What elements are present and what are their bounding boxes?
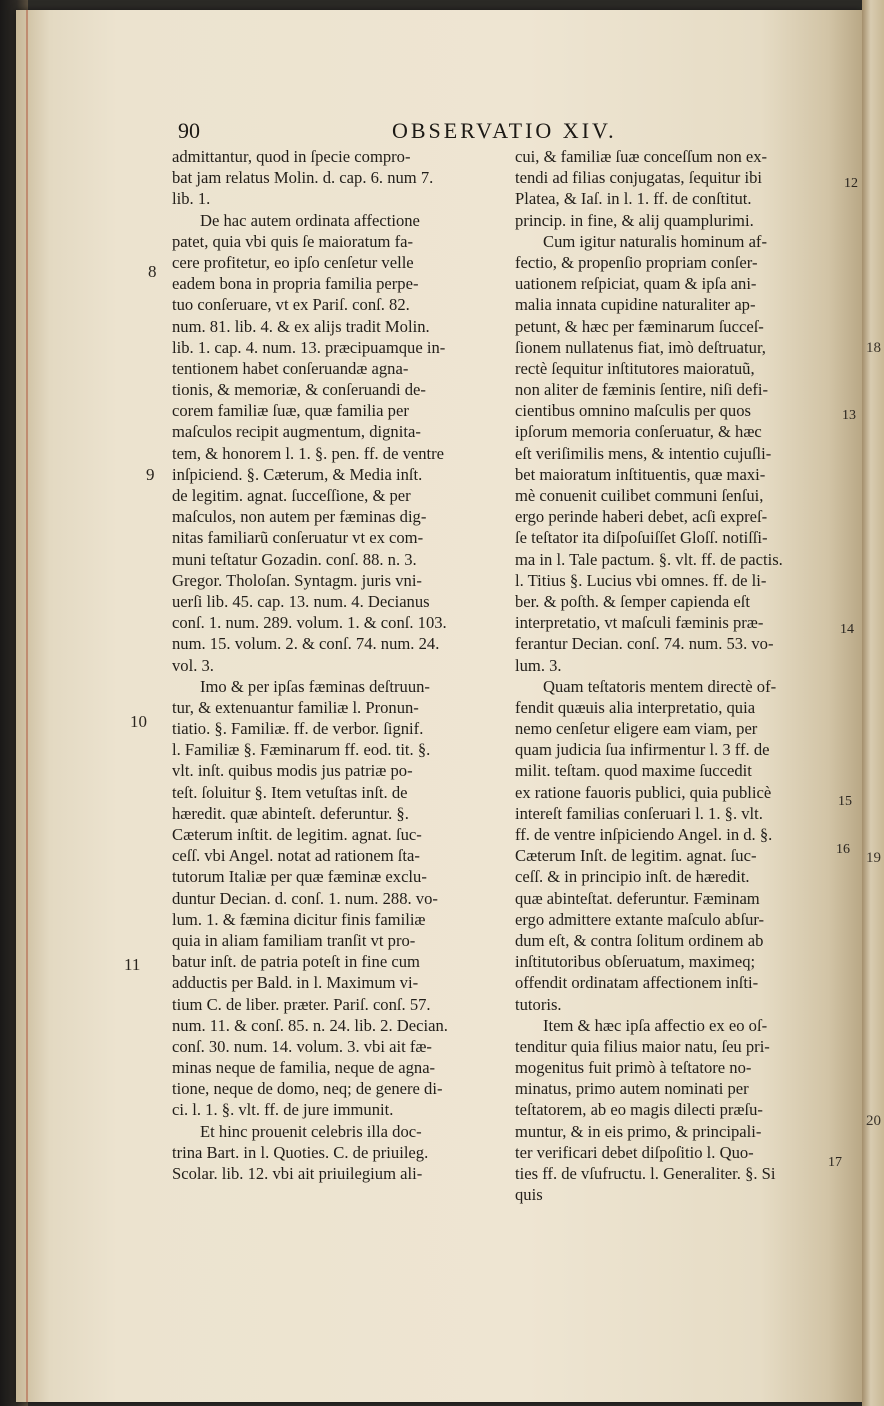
facing-margin-number: 18 (866, 340, 881, 356)
text-line: tiatio. §. Familiæ. ff. de verbor. ſignif. (172, 719, 424, 739)
text-line: tuo conſeruare, vt ex Pariſ. conſ. 82. (172, 295, 410, 315)
text-line: milit. teſtam. quod maxime ſuccedit (515, 761, 752, 781)
text-line: Cum igitur naturalis hominum af- (543, 231, 767, 251)
text-line: tendi ad filias conjugatas, ſequitur ibi (515, 168, 763, 188)
right-text-column (515, 146, 845, 1205)
text-line: conſ. 1. num. 289. volum. 1. & conſ. 103. (172, 613, 447, 633)
text-line: num. 15. volum. 2. & conſ. 74. num. 24. (172, 634, 440, 654)
text-line: tem, & honorem l. 1. §. pen. ff. de ventre (172, 443, 445, 463)
text-line: lum. 1. & fæmina dicitur finis familiæ (172, 909, 426, 929)
page-title: OBSERVATIO XIV. (392, 118, 617, 143)
text-line: inſtitutoribus obſeruatum, maximeq; (515, 952, 756, 972)
facing-page-edge (862, 0, 884, 1406)
text-line: vol. 3. (172, 655, 214, 675)
text-line: duntur Decian. d. conſ. 1. num. 288. vo- (172, 888, 438, 908)
text-line: eadem bona in propria familia perpe- (172, 274, 419, 294)
text-line: nitas familiarũ conſeruatur vt ex com- (172, 528, 424, 548)
text-line: mogenitus fuit primò à teſtatore no- (515, 1058, 752, 1078)
text-line: princip. in fine, & alij quamplurimi. (515, 210, 754, 230)
right-margin-number: 16 (836, 842, 850, 857)
text-line: batur inſt. de patria poteſt in fine cum (172, 952, 420, 972)
text-line: admittantur, quod in ſpecie compro- (172, 147, 411, 166)
text-line: ma in l. Tale pactum. §. vlt. ff. de pactis. (515, 549, 783, 569)
text-line: teſt. ſoluitur §. Item vetuſtas inſt. de (172, 782, 408, 802)
text-line: tione, neque de domo, neq; de genere di- (172, 1079, 443, 1099)
text-line: quam judicia ſua infirmentur l. 3 ff. de (515, 740, 770, 760)
text-line: fendit quæuis alia interpretatio, quia (515, 697, 756, 717)
text-line: ceſſ. vbi Angel. notat ad rationem ſta- (172, 846, 420, 866)
text-line: quia in aliam familiam tranſit vt pro- (172, 930, 416, 950)
text-line: minatus, primo autem nominati per (515, 1079, 749, 1099)
right-margin-number: 12 (844, 176, 858, 191)
text-line: non aliter de fæminis ſentire, niſi defi- (515, 380, 768, 400)
text-line: maſculos, non autem per fæminas dig- (172, 507, 427, 527)
text-line: hæredit. quæ abinteſt. deferuntur. §. (172, 803, 409, 823)
text-line: Gregor. Tholoſan. Syntagm. juris vni- (172, 570, 422, 590)
text-line: interpretatio, vt maſculi fæminis præ- (515, 613, 764, 633)
text-line: petunt, & hæc per fæminarum ſucceſ- (515, 316, 764, 336)
left-margin-number: 11 (124, 955, 141, 974)
text-line: conſ. 30. num. 14. volum. 3. vbi ait fæ- (172, 1036, 432, 1056)
text-line: nemo cenſetur eligere eam viam, per (515, 719, 758, 739)
text-line: rectè ſequitur inſtitutores maioratuũ, (515, 358, 755, 378)
text-line: Quam teſtatoris mentem directè of- (543, 676, 777, 696)
text-line: tentionem habet conſeruandæ agna- (172, 358, 409, 378)
text-line: ter verificari debet diſpoſitio l. Quo- (515, 1142, 754, 1162)
left-margin-number: 9 (146, 465, 155, 484)
text-line: tium C. de liber. præter. Pariſ. conſ. 57. (172, 994, 431, 1014)
text-line: lib. 1. (172, 189, 211, 209)
facing-margin-number: 20 (866, 1113, 881, 1129)
text-line: ceſſ. & in principio inſt. de hæredit. (515, 867, 750, 887)
text-line: cientibus omnino maſculis per quos (515, 401, 751, 421)
text-line: maſculos recipit augmentum, dignita- (172, 422, 421, 442)
page-edge-rule (26, 10, 28, 1402)
text-line: cui, & familiæ ſuæ conceſſum non ex- (515, 147, 768, 166)
text-line: ergo admittere extante maſculo abſur- (515, 909, 765, 929)
text-line: eſt veriſimilis mens, & intentio cujuſli- (515, 443, 772, 463)
text-line: vlt. inſt. quibus modis jus patriæ po- (172, 761, 413, 781)
text-line: tutoris. (515, 994, 562, 1014)
text-line: ſe teſtator ita diſpoſuiſſet Gloſſ. notiſſi- (515, 528, 768, 548)
text-line: Imo & per ipſas fæminas deſtruun- (200, 676, 430, 696)
text-line: ber. & poſth. & ſemper capienda eſt (515, 591, 751, 611)
text-line: bat jam relatus Molin. d. cap. 6. num 7. (172, 168, 434, 188)
text-line: Platea, & Iaſ. in l. 1. ff. de conſtitut. (515, 189, 752, 209)
text-line: cere profitetur, eo ipſo cenſetur velle (172, 252, 414, 272)
text-line: tur, & extenuantur familiæ l. Pronun- (172, 697, 419, 717)
text-line: num. 81. lib. 4. & ex alijs tradit Molin. (172, 316, 430, 336)
left-margin-number: 8 (148, 262, 157, 281)
text-line: ci. l. 1. §. vlt. ff. de jure immunit. (172, 1100, 394, 1120)
text-line: lum. 3. (515, 655, 562, 675)
text-line: malia innata cupidine naturaliter ap- (515, 295, 756, 315)
text-line: De hac autem ordinata affectione (200, 210, 420, 230)
text-line: bet maioratum inſtituentis, quæ maxi- (515, 464, 766, 484)
text-line: ex ratione fauoris publici, quia publicè (515, 782, 772, 802)
text-line: fectio, & propenſio propriam conſer- (515, 252, 758, 272)
text-line: offendit ordinatam affectionem inſti- (515, 973, 759, 993)
text-line: Cæterum inſtit. de legitim. agnat. ſuc- (172, 825, 422, 844)
text-line: teſtatorem, ab eo magis dilecti præſu- (515, 1100, 763, 1120)
text-line: quæ abinteſtat. deferuntur. Fæminam (515, 888, 760, 908)
right-margin-number: 14 (840, 622, 854, 637)
left-margin-number: 10 (130, 712, 147, 731)
text-line: Scolar. lib. 12. vbi ait priuilegium ali- (172, 1164, 423, 1183)
text-line: Cæterum Inſt. de legitim. agnat. ſuc- (515, 846, 757, 866)
text-line: mè conuenit cuilibet communi ſenſui, (515, 486, 764, 505)
text-line: ff. de ventre inſpiciendo Angel. in d. §. (515, 825, 773, 844)
text-line: intereſt familias conſeruari l. 1. §. vlt. (515, 803, 763, 823)
text-line: l. Titius §. Lucius vbi omnes. ff. de li- (515, 570, 767, 590)
running-header (160, 118, 680, 146)
text-line: de legitim. agnat. ſucceſſione, & per (172, 486, 411, 505)
right-margin-number: 17 (828, 1155, 842, 1170)
text-line: inſpiciend. §. Cæterum, & Media inſt. (172, 464, 423, 484)
text-line: Item & hæc ipſa affectio ex eo oſ- (543, 1015, 768, 1035)
text-line: tutorum Italiæ per quæ fæminæ exclu- (172, 867, 427, 887)
text-line: dum eſt, & contra ſolitum ordinem ab (515, 930, 764, 950)
right-margin-number: 15 (838, 794, 852, 809)
right-margin-number: 13 (842, 408, 856, 423)
text-line: muni teſtatur Gozadin. conſ. 88. n. 3. (172, 549, 417, 569)
text-line: patet, quia vbi quis ſe maioratum fa- (172, 231, 413, 251)
text-line: adductis per Bald. in l. Maximum vi- (172, 973, 419, 993)
text-line: ties ff. de vſufructu. l. Generaliter. §. Si (515, 1164, 776, 1183)
text-line: ipſorum memoria conſeruatur, & hæc (515, 422, 762, 442)
text-line: tionis, & memoriæ, & conſeruandi de- (172, 380, 426, 400)
text-line: ergo perinde haberi debet, acſi expreſ- (515, 507, 768, 527)
text-line: ſionem nullatenus fiat, imò deſtruatur, (515, 337, 766, 357)
text-line: muntur, & in eis primo, & principali- (515, 1121, 762, 1141)
text-line: num. 11. & conſ. 85. n. 24. lib. 2. Decian. (172, 1015, 448, 1035)
left-text-column (172, 146, 490, 1184)
page-number: 90 (178, 118, 200, 143)
text-line: corem familiæ ſuæ, quæ familia per (172, 401, 409, 421)
text-line: uerſi lib. 45. cap. 13. num. 4. Decianus (172, 591, 430, 611)
text-line: quis (515, 1185, 543, 1205)
text-line: lib. 1. cap. 4. num. 13. præcipuamque in- (172, 337, 446, 357)
text-line: Et hinc prouenit celebris illa doc- (200, 1121, 422, 1141)
text-line: l. Familiæ §. Fæminarum ff. eod. tit. §. (172, 740, 431, 760)
facing-margin-number: 19 (866, 850, 881, 866)
text-line: trina Bart. in l. Quoties. C. de priuileg. (172, 1142, 429, 1162)
text-line: tenditur quia filius maior natu, ſeu pri- (515, 1036, 770, 1056)
text-line: ferantur Decian. conſ. 74. num. 53. vo- (515, 634, 774, 654)
text-line: minas neque de familia, neque de agna- (172, 1058, 436, 1078)
text-line: uationem reſpiciat, quam & ipſa ani- (515, 274, 757, 294)
